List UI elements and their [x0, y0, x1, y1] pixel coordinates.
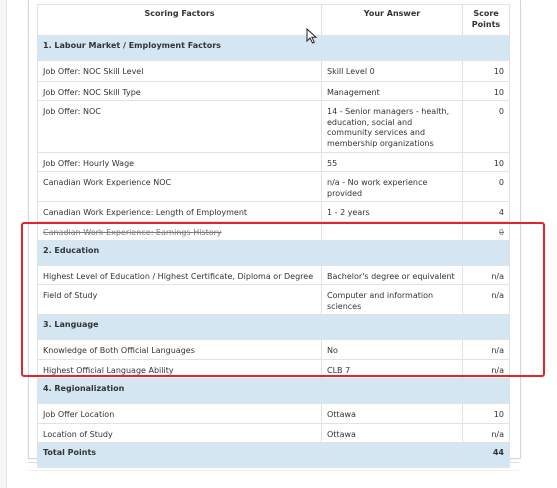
factor-cell: Canadian Work Experience: Length of Employment [38, 202, 322, 222]
factor-cell: Job Offer: Hourly Wage [38, 153, 322, 172]
points-cell: 10 [463, 153, 510, 172]
points-cell: 10 [463, 61, 510, 82]
table-row [38, 153, 510, 172]
table-row [38, 202, 510, 222]
total-row [38, 443, 510, 468]
highlight-annotation-box [21, 222, 545, 377]
factor-cell: Field of Study [38, 285, 322, 315]
points-cell: n/a [463, 360, 510, 379]
factor-cell: Highest Official Language Ability [38, 360, 322, 379]
points-cell: n/a [463, 424, 510, 443]
section-title: 3. Language [38, 315, 510, 340]
table-row [38, 61, 510, 82]
points-cell: 10 [463, 82, 510, 101]
factor-cell: Knowledge of Both Official Languages [38, 340, 322, 360]
header-scoring-factors: Scoring Factors [38, 5, 322, 36]
factor-cell: Canadian Work Experience: Earnings History [38, 222, 322, 241]
table-row [38, 82, 510, 101]
answer-cell: No [322, 340, 463, 360]
total-points: 44 [463, 443, 510, 468]
answer-cell: n/a - No work experience provided [322, 172, 463, 202]
mouse-pointer-icon [306, 28, 318, 44]
points-cell: 0 [463, 172, 510, 202]
points-cell: 0 [463, 101, 510, 153]
answer-cell: 55 [322, 153, 463, 172]
factor-cell: Highest Level of Education / Highest Certificate, Diploma or Degree [38, 266, 322, 285]
section-row-regionalization [38, 379, 510, 404]
points-cell: 10 [463, 404, 510, 424]
answer-cell: 14 - Senior managers - health, education, social and community services and membership organizations [322, 101, 463, 153]
factor-cell: Job Offer: NOC Skill Level [38, 61, 322, 82]
answer-cell: 1 - 2 years [322, 202, 463, 222]
factor-cell: Job Offer Location [38, 404, 322, 424]
points-cell: n/a [463, 340, 510, 360]
answer-cell: CLB 7 [322, 360, 463, 379]
left-panel-edge [0, 0, 7, 488]
points-cell: 4 [463, 202, 510, 222]
answer-cell: Ottawa [322, 404, 463, 424]
section-title: 4. Regionalization [38, 379, 510, 404]
points-cell: 0 [463, 222, 510, 241]
points-cell: n/a [463, 285, 510, 315]
factor-cell: Location of Study [38, 424, 322, 443]
table-header-row [38, 5, 510, 36]
table-row [38, 172, 510, 202]
answer-cell: Computer and information sciences [322, 285, 463, 315]
table-row [38, 424, 510, 443]
answer-cell: Management [322, 82, 463, 101]
total-label: Total Points [38, 443, 322, 468]
footer-divider [28, 470, 519, 471]
section-title: 1. Labour Market / Employment Factors [38, 36, 510, 61]
factor-cell: Canadian Work Experience NOC [38, 172, 322, 202]
answer-cell: Bachelor's degree or equivalent [322, 266, 463, 285]
factor-cell: Job Offer: NOC [38, 101, 322, 153]
total-answer-cell [322, 443, 463, 468]
header-your-answer: Your Answer [322, 5, 463, 36]
section-title: 2. Education [38, 241, 510, 266]
factor-cell: Job Offer: NOC Skill Type [38, 82, 322, 101]
table-row [38, 101, 510, 153]
answer-cell: Skill Level 0 [322, 61, 463, 82]
section-row-labour-market [38, 36, 510, 61]
answer-cell: Ottawa [322, 424, 463, 443]
points-cell: n/a [463, 266, 510, 285]
table-row [38, 404, 510, 424]
header-score-points: Score Points [463, 5, 510, 36]
